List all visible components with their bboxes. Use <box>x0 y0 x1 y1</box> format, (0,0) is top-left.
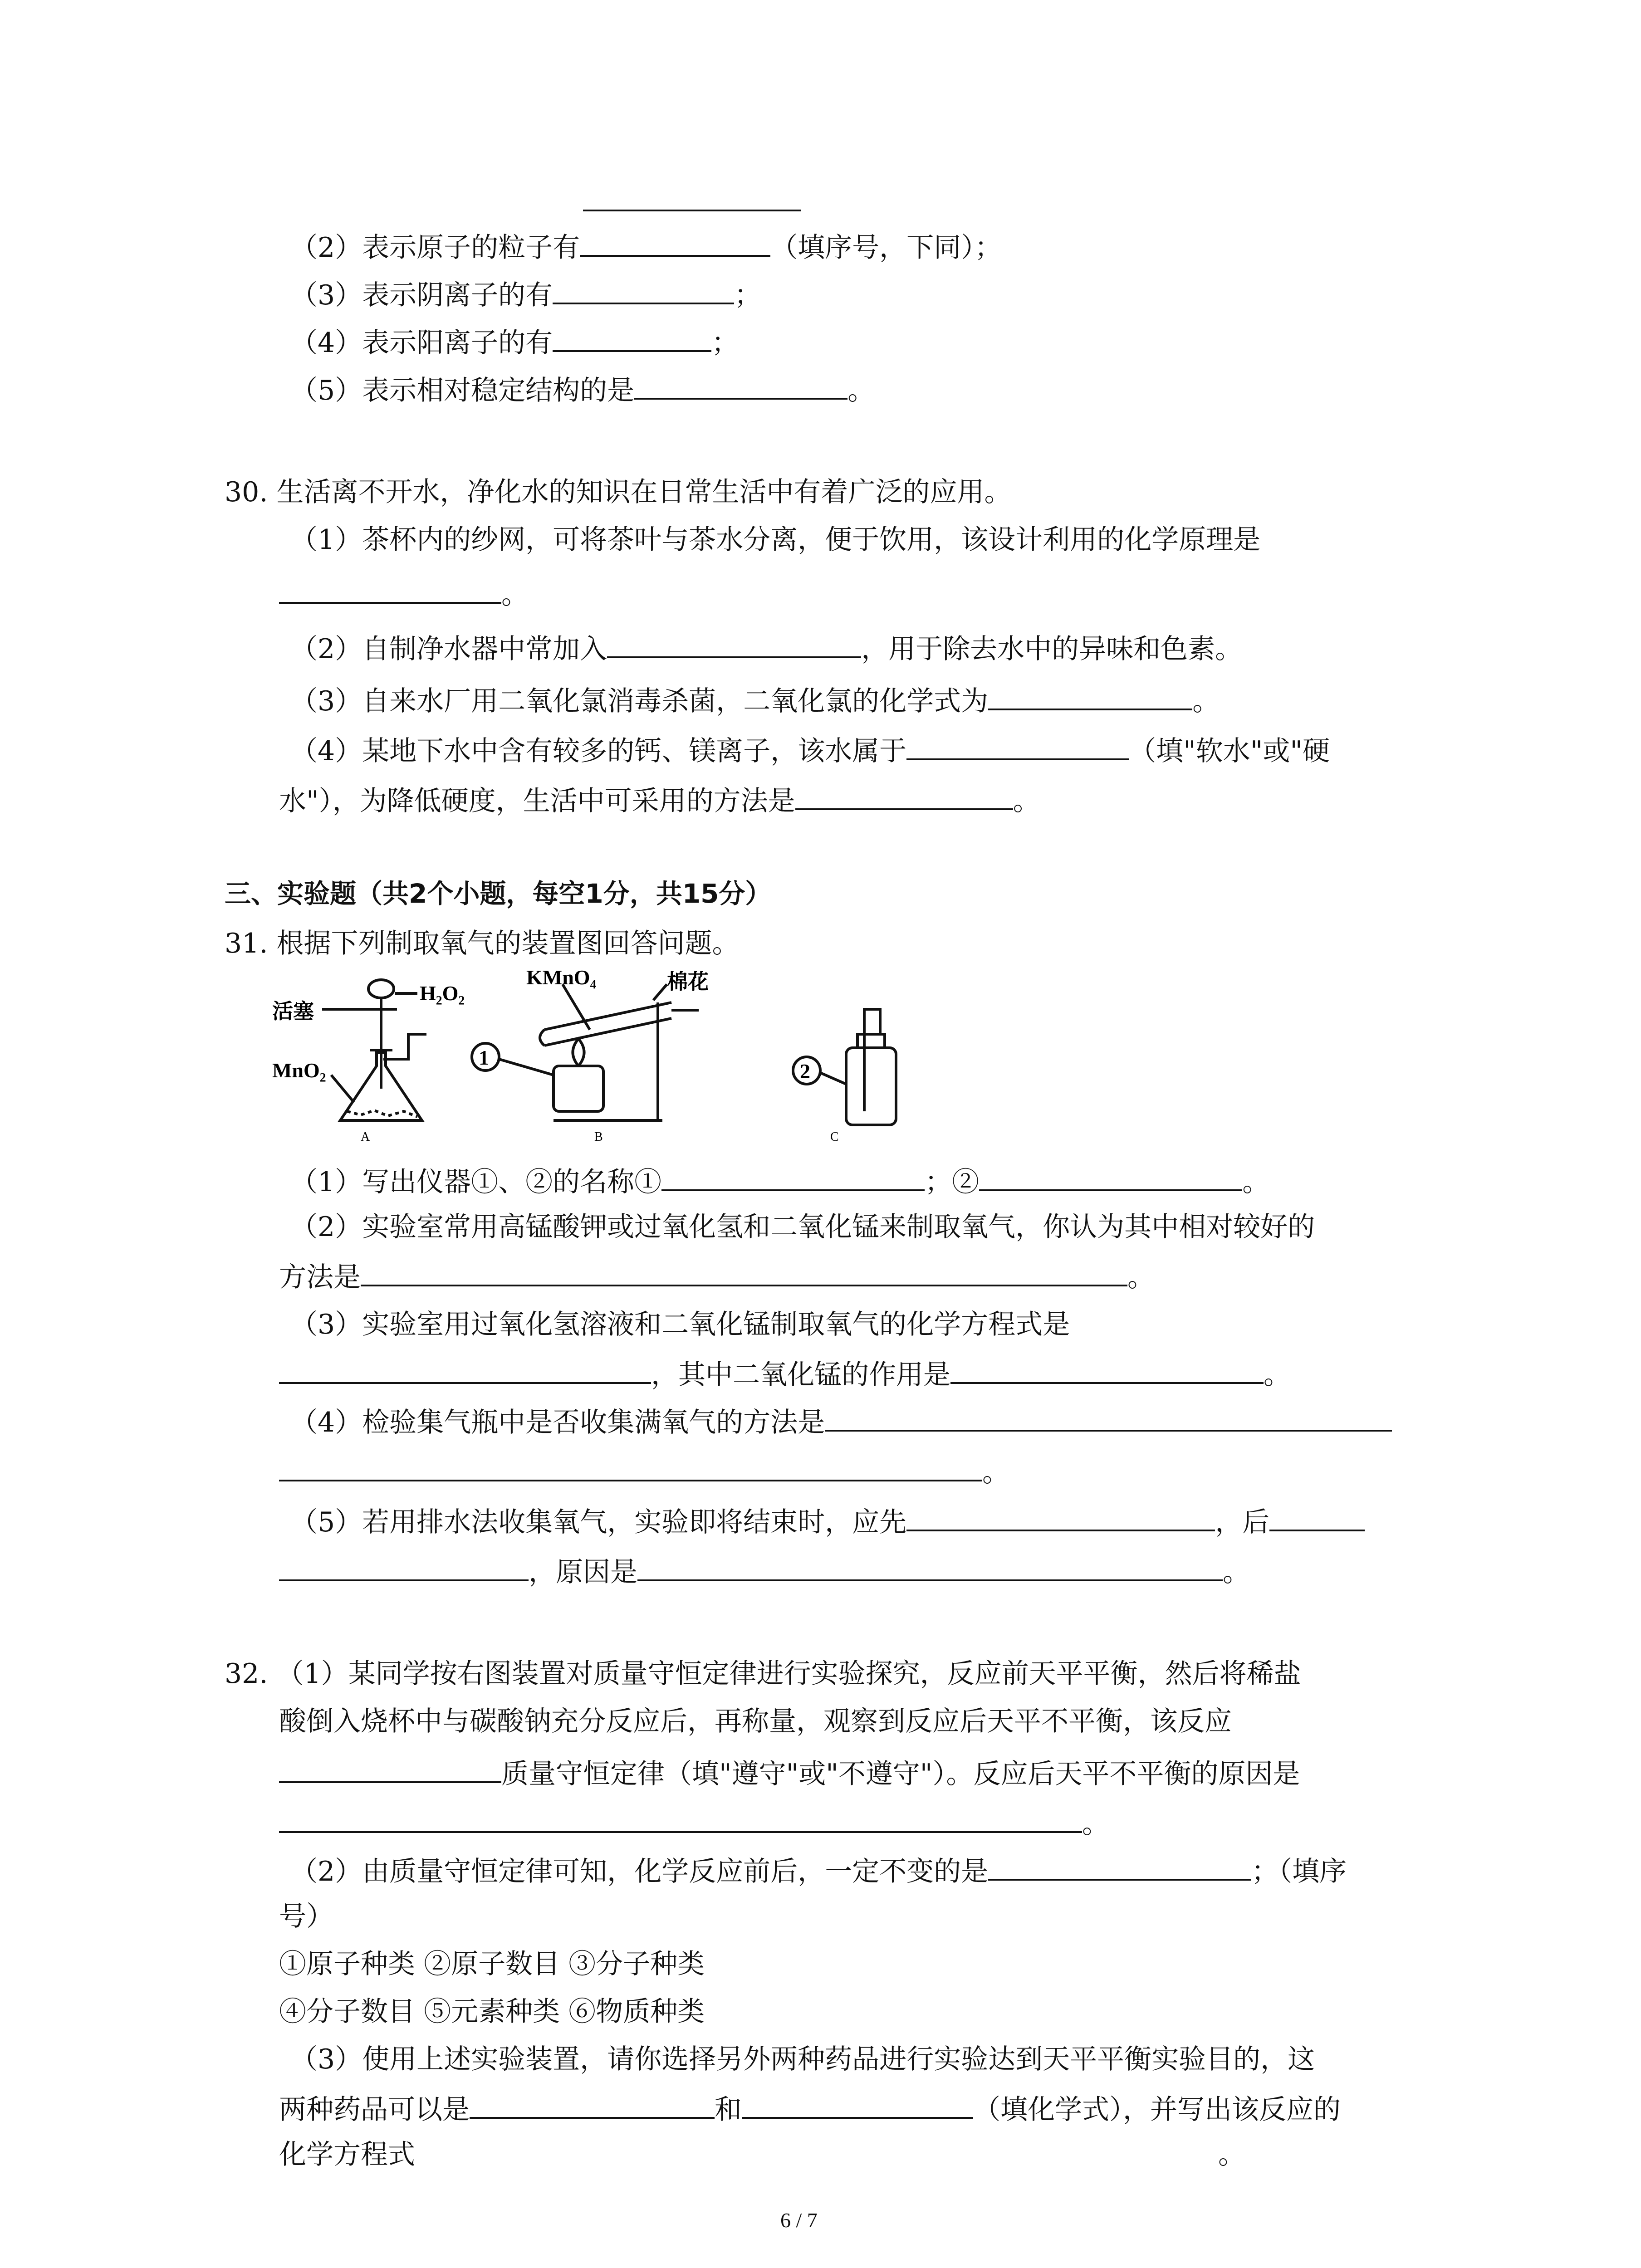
q32-item-1-cont-c: 。 <box>279 1803 1109 1839</box>
answer-blank[interactable] <box>795 780 1013 810</box>
q31-item-4: （4）检验集气瓶中是否收集满氧气的方法是 <box>290 1402 1392 1438</box>
q31-item-1: （1）写出仪器①、②的名称① ；② 。 <box>290 1161 1269 1198</box>
answer-blank[interactable] <box>979 1161 1242 1191</box>
q32-item-1-cont-b: 质量守恒定律（填"遵守"或"不遵守"）。反应后天平不平衡的原因是 <box>279 1753 1300 1789</box>
caption-b: B <box>594 1130 603 1144</box>
answer-blank[interactable] <box>279 1551 529 1581</box>
answer-blank[interactable] <box>637 1551 1223 1581</box>
answer-blank[interactable] <box>661 1161 925 1191</box>
q32-item-2-cont: 号） <box>279 1901 333 1932</box>
answer-blank[interactable] <box>825 1402 1392 1432</box>
answer-blank[interactable] <box>361 1256 1127 1286</box>
answer-blank[interactable] <box>279 574 501 604</box>
caption-a: A <box>361 1130 370 1144</box>
answer-blank[interactable] <box>988 1851 1251 1881</box>
apparatus-c <box>793 1009 896 1144</box>
q30-item-1: （1）茶杯内的纱网，可将茶叶与茶水分离，便于饮用，该设计利用的化学原理是 <box>290 524 1261 556</box>
answer-blank[interactable] <box>279 1753 501 1783</box>
q31-item-5: （5）若用排水法收集氧气，实验即将结束时，应先 ，后 <box>290 1501 1365 1538</box>
answer-blank[interactable] <box>906 730 1129 760</box>
answer-blank[interactable] <box>950 1354 1264 1384</box>
answer-blank <box>583 181 801 218</box>
q30-stem: 30. 生活离不开水，净化水的知识在日常生活中有着广泛的应用。 <box>225 476 1012 508</box>
answer-blank[interactable] <box>279 1354 651 1384</box>
q32-item-3-cont: 两种药品可以是 和 （填化学式），并写出该反应的 <box>279 2089 1341 2125</box>
q31-item-4-cont: 。 <box>279 1452 1009 1488</box>
oxygen-apparatus-figure <box>272 966 930 1148</box>
q32-item-3: （3）使用上述实验装置，请你选择另外两种药品进行实验达到天平平衡实验目的，这 <box>290 2043 1315 2075</box>
q29-item-5: （5）表示相对稳定结构的是 。 <box>290 370 875 406</box>
q31-item-2-cont: 方法是 。 <box>279 1256 1155 1293</box>
apparatus-a <box>272 980 465 1144</box>
q32-item-1: 32. （1）某同学按右图装置对质量守恒定律进行实验探究，反应前天平平衡，然后将稀盐 <box>225 1658 1301 1690</box>
instrument-1-number: 1 <box>479 1046 489 1069</box>
h2o2-label: H₂O₂ <box>420 982 465 1005</box>
answer-blank[interactable] <box>988 680 1192 710</box>
apparatus-b <box>472 966 709 1144</box>
answer-blank[interactable] <box>634 370 847 400</box>
answer-blank[interactable] <box>553 274 734 304</box>
q32-item-3-cont-b: 化学方程式 。 <box>279 2139 1245 2170</box>
q32-item-1-cont-a: 酸倒入烧杯中与碳酸钠充分反应后，再称量，观察到反应后天平不平衡，该反应 <box>279 1706 1232 1737</box>
q30-item-4-cont: 水"），为降低硬度，生活中可采用的方法是 。 <box>279 780 1040 816</box>
answer-blank[interactable] <box>279 1452 982 1481</box>
section-heading: 三、实验题（共2个小题，每空1分，共15分） <box>225 878 772 909</box>
answer-blank[interactable] <box>470 2089 715 2119</box>
mno2-label: MnO₂ <box>272 1059 326 1082</box>
instrument-2-number: 2 <box>800 1060 810 1083</box>
stopcock-label: 活塞 <box>272 1000 314 1023</box>
q32-item-2: （2）由质量守恒定律可知，化学反应前后，一定不变的是 ；（填序 <box>290 1851 1347 1887</box>
answer-blank[interactable] <box>607 628 861 658</box>
q29-item-2: （2）表示原子的粒子有 （填序号，下同）； <box>290 227 1002 263</box>
cotton-label: 棉花 <box>667 970 709 993</box>
q32-options-row-2: ④分子数目 ⑤元素种类 ⑥物质种类 <box>279 1996 705 2028</box>
caption-c: C <box>830 1130 839 1144</box>
q31-stem: 31. 根据下列制取氧气的装置图回答问题。 <box>225 928 740 959</box>
q31-item-2: （2）实验室常用高锰酸钾或过氧化氢和二氧化锰来制取氧气，你认为其中相对较好的 <box>290 1211 1315 1243</box>
q30-item-2: （2）自制净水器中常加入 ，用于除去水中的异味和色素。 <box>290 628 1242 665</box>
q29-item-4: （4）表示阳离子的有 ； <box>290 322 739 358</box>
q29-item-3: （3）表示阴离子的有 ； <box>290 274 761 311</box>
answer-blank[interactable] <box>1269 1501 1365 1531</box>
q31-item-3-cont: ，其中二氧化锰的作用是 。 <box>279 1354 1291 1390</box>
q30-item-3: （3）自来水厂用二氧化氯消毒杀菌，二氧化氯的化学式为 。 <box>290 680 1220 717</box>
answer-blank[interactable] <box>553 322 711 352</box>
q30-item-1-answer: 。 <box>279 574 529 610</box>
kmno4-label: KMnO₄ <box>526 966 597 989</box>
answer-blank[interactable] <box>906 1501 1215 1531</box>
answer-blank[interactable] <box>580 227 770 257</box>
page-number: 6 / 7 <box>780 2209 818 2232</box>
q30-item-4: （4）某地下水中含有较多的钙、镁离子，该水属于 （填"软水"或"硬 <box>290 730 1330 767</box>
answer-blank[interactable] <box>742 2089 973 2119</box>
answer-blank[interactable] <box>279 1803 1082 1833</box>
q31-item-3: （3）实验室用过氧化氢溶液和二氧化锰制取氧气的化学方程式是 <box>290 1309 1070 1340</box>
q31-item-5-cont: ，原因是 。 <box>279 1551 1250 1588</box>
q32-options-row-1: ①原子种类 ②原子数目 ③分子种类 <box>279 1948 705 1980</box>
